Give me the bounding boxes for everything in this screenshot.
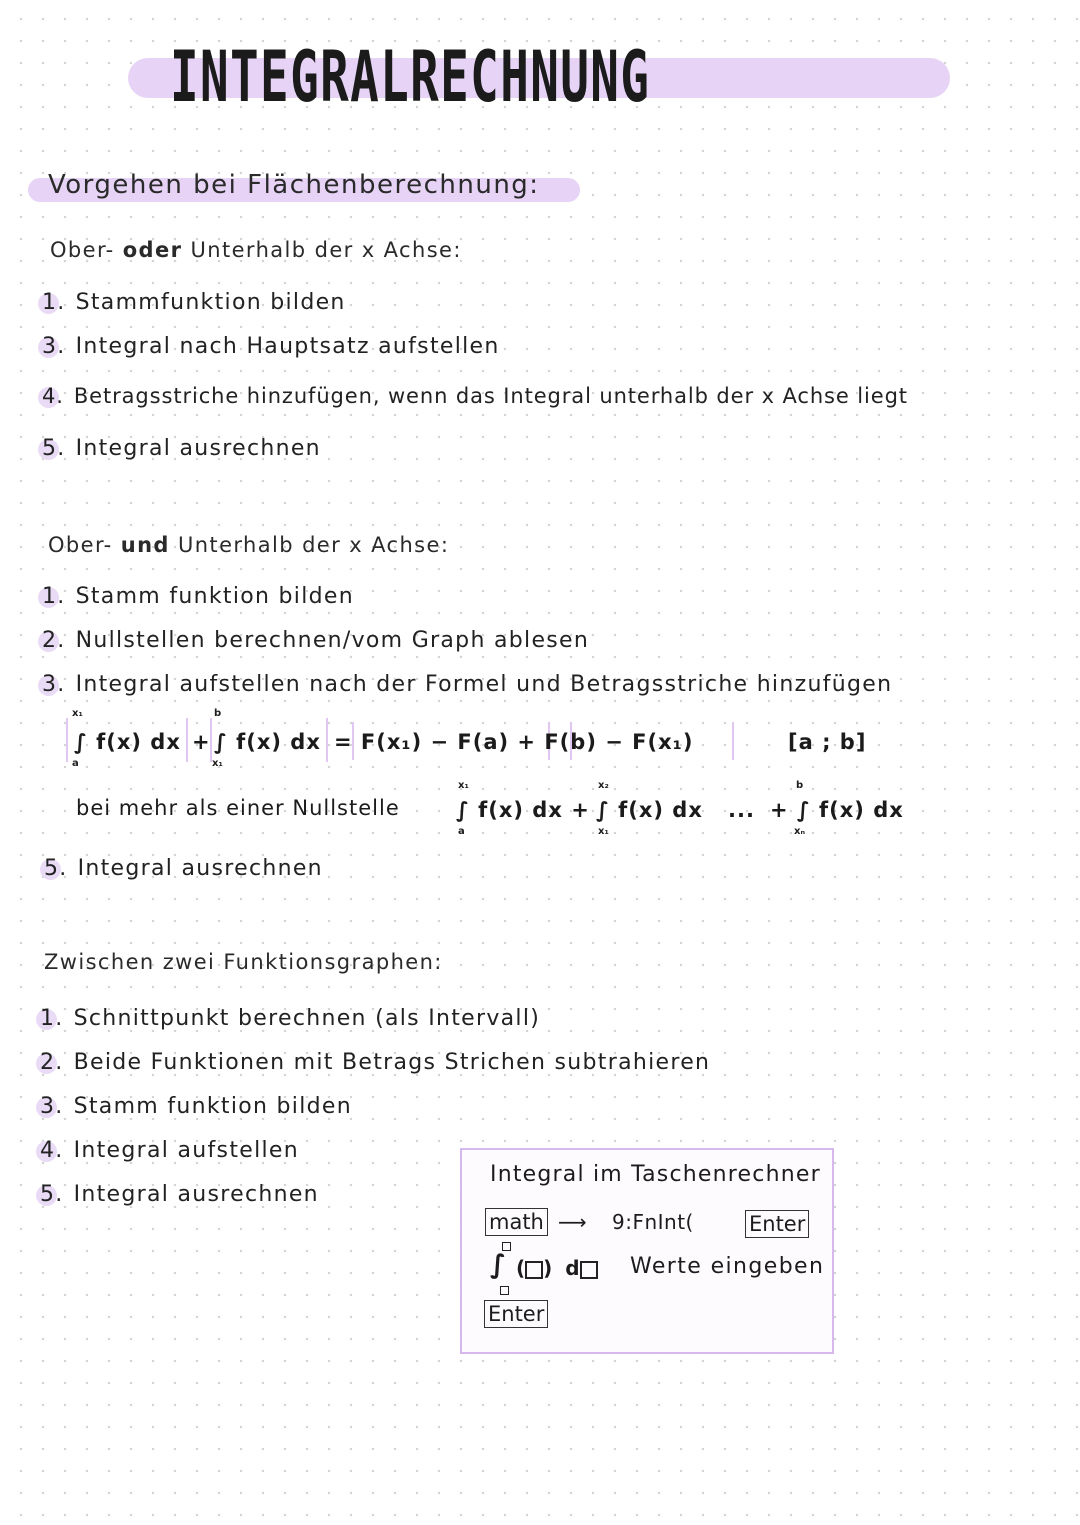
math-key: math [485, 1208, 548, 1236]
formula-interval: [a ; b] [788, 730, 867, 754]
block1-heading-part-a: Ober- [50, 238, 115, 262]
step-number: 3. [42, 672, 66, 697]
block2-heading-part-c: Unterhalb der x Achse: [177, 533, 450, 557]
calc-enter-2 [484, 1300, 548, 1328]
multi-int1-lower: a [458, 826, 465, 837]
fnint-menu-entry: 9:FnInt( [612, 1210, 694, 1234]
block2-step-4 [44, 856, 323, 881]
step-number: 5. [40, 1182, 64, 1207]
block3-heading: Zwischen zwei Funktionsgraphen: [44, 950, 443, 974]
int1-lower-bound: a [72, 758, 79, 769]
formula-plus: + [192, 730, 211, 754]
step-text: Betragsstriche hinzufügen, wenn das Integral unterhalb der x Achse liegt [73, 384, 908, 408]
integral-symbol-icon: ∫ [490, 1250, 506, 1280]
d-symbol: d [565, 1256, 580, 1280]
block1-step-1 [42, 290, 346, 315]
formula-integral-1: ∫ f(x) dx [74, 730, 181, 754]
calc-row-1 [485, 1208, 548, 1236]
upper-bound-box [502, 1236, 511, 1255]
step-number: 3. [42, 334, 66, 359]
step-text: Integral ausrechnen [75, 436, 321, 461]
calc-instruction: Werte eingeben [630, 1254, 825, 1279]
block3-step-4 [40, 1138, 299, 1163]
step-number: 2. [42, 628, 66, 653]
paren-close: ) [543, 1256, 553, 1280]
enter-key: Enter [745, 1210, 809, 1238]
formula-integral-2: ∫ f(x) dx [214, 730, 321, 754]
int2-lower-bound: x₁ [212, 758, 223, 769]
multi-int2-lower: x₁ [598, 826, 609, 837]
int1-upper-bound: x₁ [72, 708, 83, 719]
block2-step-3 [42, 672, 892, 697]
step-number: 2. [40, 1050, 64, 1075]
section-heading: Vorgehen bei Flächenberechnung: [48, 170, 540, 200]
step-text: Stamm funktion bilden [75, 584, 354, 609]
step-text: Integral aufstellen [73, 1138, 299, 1163]
block2-step-1 [42, 584, 354, 609]
step-number: 5. [44, 856, 68, 881]
step-number: 1. [42, 584, 66, 609]
step-text: Integral nach Hauptsatz aufstellen [75, 334, 500, 359]
block2-heading [48, 533, 449, 557]
calculator-title: Integral im Taschenrechner [490, 1162, 821, 1187]
block1-step-3 [42, 384, 908, 408]
arrow-icon: ⟶ [558, 1210, 587, 1234]
block3-step-1 [40, 1006, 540, 1031]
block3-step-2 [40, 1050, 710, 1075]
step-number: 3. [40, 1094, 64, 1119]
step-text: Stammfunktion bilden [75, 290, 346, 315]
abs-bar [732, 722, 734, 760]
lower-bound-box [500, 1280, 509, 1299]
multi-int3-upper: b [796, 780, 804, 791]
block1-step-2 [42, 334, 500, 359]
step-text: Stamm funktion bilden [73, 1094, 352, 1119]
page-title: INTEGRALRECHNUNG [170, 36, 651, 118]
block2-step-2 [42, 628, 589, 653]
multi-integral-1: ∫ f(x) dx + [456, 798, 590, 822]
abs-bar [186, 718, 188, 762]
integrand-box [525, 1261, 543, 1279]
step-text: Integral ausrechnen [77, 856, 323, 881]
variable-box [580, 1261, 598, 1279]
abs-bar [66, 718, 68, 762]
step-number: 4. [40, 1138, 64, 1163]
int2-upper-bound: b [214, 708, 222, 719]
block3-step-5 [40, 1182, 319, 1207]
block1-heading-part-b: oder [122, 238, 183, 262]
enter-key-2: Enter [484, 1300, 548, 1328]
block3-step-3 [40, 1094, 352, 1119]
multi-int2-upper: x₂ [598, 780, 609, 791]
multi-integral-2: ∫ f(x) dx [596, 798, 703, 822]
multi-dots: ... [728, 798, 755, 822]
formula-rhs: = F(x₁) − F(a) + F(b) − F(x₁) [334, 730, 694, 754]
step-text: Beide Funktionen mit Betrags Strichen subtrahieren [73, 1050, 711, 1075]
block1-heading-part-c: Unterhalb der x Achse: [190, 238, 462, 262]
step-text: Nullstellen berechnen/vom Graph ablesen [75, 628, 590, 653]
multi-int1-upper: x₁ [458, 780, 469, 791]
block2-heading-part-a: Ober- [48, 533, 113, 557]
multi-integral-3: + ∫ f(x) dx [770, 798, 904, 822]
block1-heading [50, 238, 462, 262]
step-number: 1. [40, 1006, 64, 1031]
step-text: Integral aufstellen nach der Formel und Betragsstriche hinzufügen [75, 672, 893, 697]
step-number: 5. [42, 436, 66, 461]
step-number: 4. [42, 384, 64, 408]
abs-bar [326, 718, 328, 762]
integrand-template [516, 1256, 598, 1280]
multi-int3-lower: xₙ [794, 826, 806, 837]
step-text: Schnittpunkt berechnen (als Intervall) [73, 1006, 541, 1031]
block2-heading-part-b: und [120, 533, 170, 557]
step-number: 1. [42, 290, 66, 315]
step-text: Integral ausrechnen [73, 1182, 319, 1207]
multi-zero-label: bei mehr als einer Nullstelle [76, 796, 400, 820]
calc-enter-1 [745, 1210, 809, 1238]
paren-open: ( [516, 1256, 526, 1280]
block1-step-4 [42, 436, 321, 461]
